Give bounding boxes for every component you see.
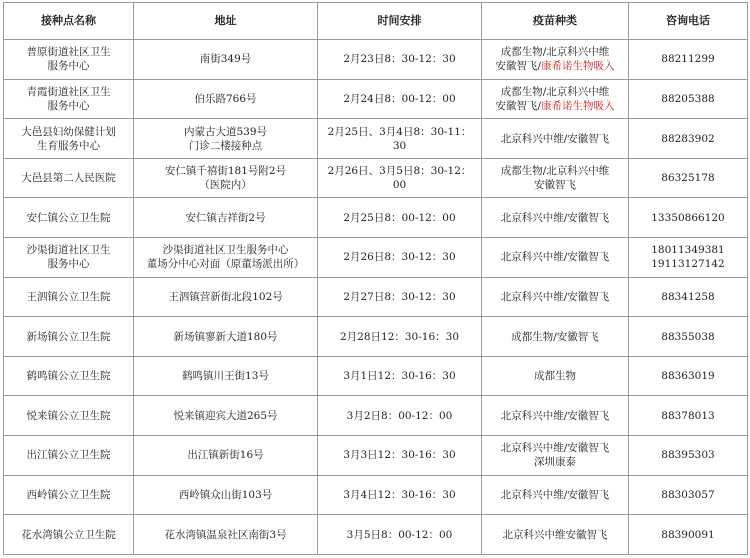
cell-line: 3月5日8：00-12：00: [346, 528, 453, 541]
cell-line: 安仁镇公立卫生院: [26, 211, 111, 224]
cell-line: 安仁镇千禧街181号附2号: [164, 165, 287, 178]
table-row: [4, 356, 748, 396]
vaccine-text: 北京科兴中维/安徽智飞: [500, 251, 610, 264]
vaccine-text: 安徽智飞: [534, 179, 576, 192]
cell-line: 伯乐路766号: [194, 92, 257, 105]
address-cell: [134, 436, 318, 476]
vaccine-text: 北京科兴中维安徽智飞: [502, 528, 608, 541]
cell-line: 88395303: [661, 449, 715, 462]
cell-line: 王泗镇公立卫生院: [26, 290, 111, 303]
table-row: [4, 277, 748, 317]
address-cell: [134, 79, 318, 119]
table-row: [4, 40, 748, 80]
vaccine-text: 成都生物/北京科兴中维: [500, 85, 610, 98]
cell-line: 王泗镇营新街北段102号: [168, 290, 283, 303]
cell-line: 花水湾镇公立卫生院: [21, 528, 116, 541]
table-header-row: [4, 3, 748, 40]
address-cell: [134, 277, 318, 317]
cell-line: 鹤鸣镇公立卫生院: [26, 370, 111, 383]
cell-line: 鹤鸣镇川王街13号: [182, 370, 269, 383]
cell-line: [485, 250, 625, 264]
vaccine-type-cell: [482, 198, 629, 238]
site-name-cell: [4, 436, 134, 476]
phone-cell: [629, 277, 748, 317]
table-row: [4, 119, 748, 159]
vaccine-text: 北京科兴中维/安徽智飞: [500, 409, 610, 422]
cell-line: 3月3日12：30-16：30: [343, 449, 456, 462]
cell-line: 西岭镇众山街103号: [178, 489, 273, 501]
cell-line: 88303057: [661, 489, 715, 501]
site-name-cell: [4, 238, 134, 278]
phone-cell: [629, 436, 748, 476]
address-cell: [134, 515, 318, 555]
table-row: [4, 515, 748, 555]
address-cell: [134, 396, 318, 436]
phone-cell: [629, 317, 748, 357]
vaccine-type-cell: [482, 277, 629, 317]
vaccine-type-cell: [482, 436, 629, 476]
phone-cell: [629, 119, 748, 159]
cell-line: 3月1日12：30-16：30: [343, 370, 456, 383]
cell-line: 门诊二楼接种点: [188, 139, 263, 152]
table-row: [4, 238, 748, 278]
site-name-cell: [4, 396, 134, 436]
cell-line: [485, 132, 625, 146]
vaccine-text: 安徽智飞/: [495, 60, 542, 73]
cell-line: [485, 85, 625, 99]
vaccine-type-cell: [482, 317, 629, 357]
phone-cell: [629, 79, 748, 119]
cell-line: 88355038: [661, 330, 715, 343]
table-row: [4, 475, 748, 515]
table-row: [4, 79, 748, 119]
site-name-cell: [4, 475, 134, 515]
phone-cell: [629, 396, 748, 436]
cell-line: 2月28日12：30-16：30: [339, 330, 460, 343]
vaccine-type-cell: [482, 475, 629, 515]
schedule-cell: [318, 79, 482, 119]
cell-line: （医院内）: [199, 179, 252, 192]
header-address: 地址: [134, 3, 318, 40]
schedule-cell: [318, 475, 482, 515]
schedule-cell: [318, 317, 482, 357]
cell-line: 南街349号: [199, 53, 252, 66]
cell-line: 悦来镇公立卫生院: [26, 409, 111, 422]
cell-line: 青霞街道社区卫生: [26, 85, 111, 98]
vaccine-type-cell: [482, 238, 629, 278]
vaccine-type-cell: [482, 79, 629, 119]
cell-line: 普原街道社区卫生: [26, 46, 111, 59]
vaccine-text: 成都生物/北京科兴中维: [500, 46, 610, 59]
cell-line: [485, 488, 625, 502]
cell-line: 2月27日8：30-12：30: [343, 290, 456, 303]
vaccine-text: 北京科兴中维/安徽智飞: [500, 211, 610, 224]
cell-line: [485, 528, 625, 542]
cell-line: 服务中心: [47, 60, 90, 73]
cell-line: 3月4日12：30-16：30: [343, 489, 456, 501]
site-name-cell: [4, 277, 134, 317]
cell-line: 2月23日8：30-12：30: [343, 53, 456, 66]
cell-line: 2月25日、3月4日8：30-11：30: [327, 125, 472, 152]
site-name-cell: [4, 79, 134, 119]
cell-line: 88341258: [661, 290, 715, 303]
cell-line: [485, 290, 625, 304]
vaccine-type-cell: [482, 119, 629, 159]
vaccine-text: 北京科兴中维/安徽智飞: [500, 132, 610, 145]
schedule-cell: [318, 277, 482, 317]
schedule-cell: [318, 238, 482, 278]
table-row: [4, 436, 748, 476]
cell-line: [485, 441, 625, 455]
cell-line: 2月26日、3月5日8：30-12：00: [327, 165, 472, 192]
cell-line: 88283902: [661, 132, 715, 145]
site-name-cell: [4, 515, 134, 555]
cell-line: 服务中心: [47, 99, 90, 112]
cell-line: [485, 369, 625, 383]
vaccine-type-cell: [482, 396, 629, 436]
cell-line: 大邑县第二人民医院: [21, 172, 116, 185]
cell-line: 18011349381: [651, 244, 725, 257]
vaccine-text: 成都生物/北京科兴中维: [500, 165, 610, 178]
cell-line: 沙渠街道社区卫生: [26, 244, 111, 257]
table-row: [4, 158, 748, 198]
cell-line: 沙渠街道社区卫生服务中心: [162, 244, 289, 257]
cell-line: 服务中心: [47, 258, 90, 271]
cell-line: 13350866120: [651, 211, 725, 224]
schedule-cell: [318, 515, 482, 555]
vaccine-type-cell: [482, 515, 629, 555]
header-vaccine-type: 疫苗种类: [482, 3, 629, 40]
vaccine-text: 安徽智飞/: [495, 99, 542, 112]
header-phone: 咨询电话: [629, 3, 748, 40]
cell-line: 2月24日8：00-12：00: [343, 92, 456, 105]
cell-line: [485, 455, 625, 469]
site-name-cell: [4, 119, 134, 159]
cell-line: 出江镇新街16号: [187, 449, 264, 462]
schedule-cell: [318, 198, 482, 238]
schedule-cell: [318, 158, 482, 198]
site-name-cell: [4, 158, 134, 198]
cell-line: [485, 330, 625, 344]
table-row: [4, 317, 748, 357]
address-cell: [134, 356, 318, 396]
cell-line: 内蒙古大道539号: [183, 125, 268, 138]
cell-line: [485, 45, 625, 59]
table-row: [4, 198, 748, 238]
cell-line: 19113127142: [651, 258, 725, 271]
table-row: [4, 396, 748, 436]
cell-line: 2月25日8：00-12：00: [343, 211, 456, 224]
cell-line: 生育服务中心: [37, 139, 100, 152]
phone-cell: [629, 475, 748, 515]
schedule-cell: [318, 436, 482, 476]
cell-line: 安仁镇吉祥街2号: [185, 211, 266, 224]
vaccine-text: 北京科兴中维/安徽智飞: [500, 290, 610, 303]
phone-cell: [629, 238, 748, 278]
cell-line: 董场分中心对面（原董场派出所）: [146, 258, 305, 271]
cell-line: 88378013: [661, 409, 715, 422]
phone-cell: [629, 158, 748, 198]
vaccine-type-cell: [482, 40, 629, 80]
cell-line: [485, 99, 625, 113]
cell-line: 88211299: [661, 53, 715, 66]
phone-cell: [629, 198, 748, 238]
schedule-cell: [318, 40, 482, 80]
address-cell: [134, 119, 318, 159]
highlighted-vaccine-text: 康希诺生物吸入: [541, 99, 615, 112]
header-site-name: 接种点名称: [4, 3, 134, 40]
cell-line: 88363019: [661, 370, 715, 383]
site-name-cell: [4, 317, 134, 357]
cell-line: 花水湾镇温泉社区南街3号: [164, 528, 287, 541]
vaccine-text: 深圳康泰: [534, 456, 576, 469]
cell-line: 出江镇公立卫生院: [26, 449, 111, 462]
cell-line: 3月2日8：00-12：00: [346, 409, 453, 422]
address-cell: [134, 40, 318, 80]
header-schedule: 时间安排: [318, 3, 482, 40]
cell-line: 新场镇公立卫生院: [26, 330, 111, 343]
vaccination-site-table: [3, 2, 748, 555]
cell-line: [485, 409, 625, 423]
cell-line: [485, 164, 625, 178]
address-cell: [134, 158, 318, 198]
vaccine-type-cell: [482, 158, 629, 198]
schedule-cell: [318, 119, 482, 159]
phone-cell: [629, 356, 748, 396]
table-body: [4, 40, 748, 555]
cell-line: [485, 211, 625, 225]
vaccine-text: 成都生物: [534, 370, 576, 383]
phone-cell: [629, 515, 748, 555]
cell-line: 86325178: [661, 172, 715, 185]
schedule-cell: [318, 356, 482, 396]
cell-line: 2月26日8：30-12：30: [343, 251, 456, 264]
cell-line: [485, 178, 625, 192]
cell-line: 大邑县妇幼保健计划: [21, 125, 116, 138]
site-name-cell: [4, 198, 134, 238]
site-name-cell: [4, 40, 134, 80]
address-cell: [134, 238, 318, 278]
address-cell: [134, 475, 318, 515]
address-cell: [134, 198, 318, 238]
cell-line: 新场镇寥新大道180号: [173, 330, 278, 343]
vaccine-type-cell: [482, 356, 629, 396]
cell-line: 88205388: [661, 92, 715, 105]
site-name-cell: [4, 356, 134, 396]
cell-line: 悦来镇迎宾大道265号: [173, 409, 278, 422]
vaccine-text: 北京科兴中维/安徽智飞: [500, 489, 610, 501]
schedule-cell: [318, 396, 482, 436]
highlighted-vaccine-text: 康希诺生物吸入: [541, 60, 615, 73]
vaccine-text: 北京科兴中维/安徽智飞: [500, 442, 610, 455]
cell-line: 西岭镇公立卫生院: [26, 489, 111, 501]
phone-cell: [629, 40, 748, 80]
cell-line: [485, 59, 625, 73]
address-cell: [134, 317, 318, 357]
cell-line: 88390091: [661, 528, 715, 541]
vaccine-text: 成都生物/安徽智飞: [511, 330, 599, 343]
